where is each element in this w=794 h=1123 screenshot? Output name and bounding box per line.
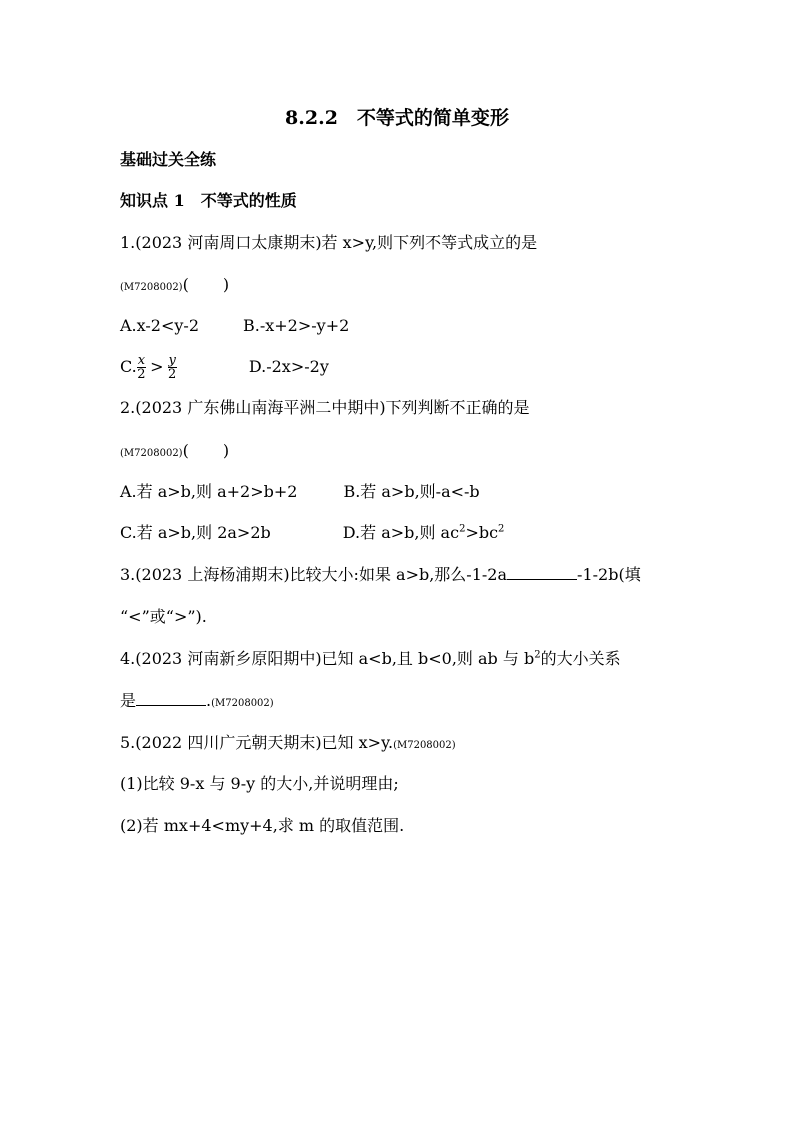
q2-options-ab <box>120 482 480 502</box>
q4-text-post: 的大小关系 <box>540 649 621 668</box>
knowledge-point-heading: 知识点 1 不等式的性质 <box>120 191 297 210</box>
q2-answer-line <box>120 441 229 464</box>
q2-option-a: A.若 a>b,则 a+2>b+2 <box>120 482 298 501</box>
page-title: 8.2.2 不等式的简单变形 <box>285 107 509 129</box>
q2-option-d-sup2: 2 <box>498 523 505 535</box>
q1-option-b: B.-x+2>-y+2 <box>243 316 350 335</box>
q3-text-pre: 3.(2023 上海杨浦期末)比较大小:如果 a>b,那么-1-2a <box>120 565 508 584</box>
q3-text-post: -1-2b(填 <box>577 565 641 584</box>
q3-line-2: “<”或“>”). <box>120 607 207 626</box>
q1-stem: 1.(2023 河南周口太康期末)若 x>y,则下列不等式成立的是 <box>120 233 538 252</box>
q1-code: (M7208002) <box>120 282 183 293</box>
section-heading: 基础过关全练 <box>120 150 217 169</box>
q4-sup: 2 <box>534 649 541 661</box>
q1-option-a: A.x-2<y-2 <box>120 316 199 335</box>
q1-option-c-prefix: C. <box>120 357 137 376</box>
q1-option-c-gt: > <box>150 357 164 376</box>
q5-code: (M7208002) <box>393 740 456 751</box>
q2-option-b: B.若 a>b,则-a<-b <box>343 482 480 501</box>
q1-answer-line <box>120 275 229 298</box>
q4-code: (M7208002) <box>211 698 274 709</box>
q1-option-d: D.-2x>-2y <box>248 357 329 376</box>
q4-answer-blank[interactable] <box>136 691 206 706</box>
q4-text-pre: 4.(2023 河南新乡原阳期中)已知 a<b,且 b<0,则 ab 与 b <box>120 649 535 668</box>
q3-line-1 <box>120 565 641 585</box>
q4-line-1 <box>120 649 621 669</box>
q1-paren-open: ( <box>182 275 189 294</box>
q5-sub-1: (1)比较 9-x 与 9-y 的大小,并说明理由; <box>120 774 399 793</box>
q4-line2-post: . <box>206 691 212 710</box>
q1-options-ab <box>120 316 349 336</box>
q5-stem: 5.(2022 四川广元朝天期末)已知 x>y. <box>120 733 394 752</box>
q1-option-c-fraction-2: $\frac{y}{2}$ <box>168 353 177 382</box>
q4-line2-pre: 是 <box>120 691 137 710</box>
q2-option-d-sup1: 2 <box>459 523 466 535</box>
q1-paren-close: ) <box>222 275 230 294</box>
q2-option-c: C.若 a>b,则 2a>2b <box>120 523 271 542</box>
q2-options-cd <box>120 523 504 543</box>
q5-stem-line <box>120 733 456 756</box>
q2-option-d-mid: >bc <box>465 523 499 542</box>
q3-answer-blank[interactable] <box>507 565 577 580</box>
q5-sub-2: (2)若 mx+4<my+4,求 m 的取值范围. <box>120 816 405 835</box>
q2-stem: 2.(2023 广东佛山南海平洲二中期中)下列判断不正确的是 <box>120 398 530 417</box>
q2-paren-close: ) <box>222 441 230 460</box>
q4-line-2 <box>120 691 274 714</box>
q1-option-c-fraction-1: $\frac{x}{2}$ <box>137 353 146 382</box>
q2-option-d-pre: D.若 a>b,则 ac <box>342 523 460 542</box>
q1-options-cd <box>120 354 329 381</box>
q2-code: (M7208002) <box>120 448 183 459</box>
q2-paren-open: ( <box>182 441 189 460</box>
